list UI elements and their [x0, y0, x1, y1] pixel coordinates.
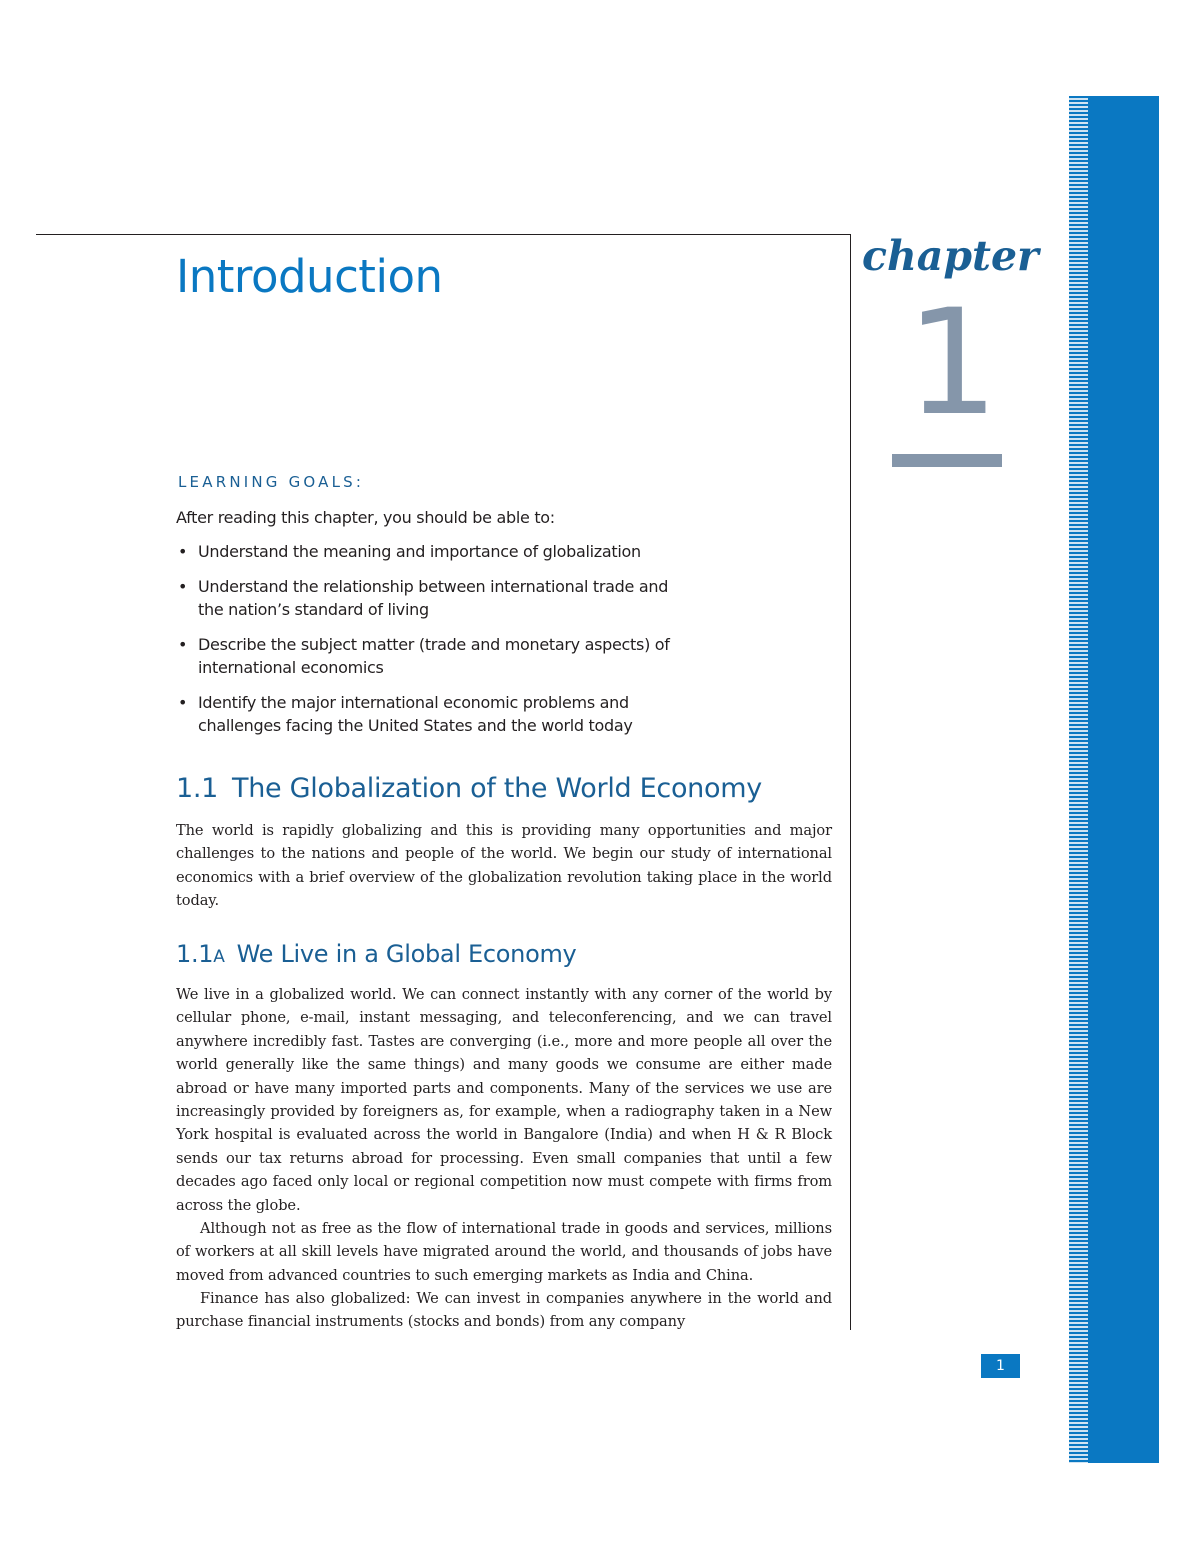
bullet-icon: • — [178, 542, 188, 561]
section-number: 1.1 — [176, 773, 219, 804]
learning-goal-text: Describe the subject matter (trade and monetary aspects) of international economics — [198, 635, 670, 677]
decorative-side-stripes — [1069, 96, 1088, 1463]
subsection-heading — [176, 940, 576, 968]
learning-goal-text: Understand the relationship between international trade and the nation’s standard of living — [198, 577, 669, 619]
learning-goal-item — [176, 540, 676, 563]
learning-goal-item — [176, 633, 676, 679]
decorative-side-band — [1088, 96, 1159, 1463]
learning-goal-text: Identify the major international economic problems and challenges facing the United States and the world today — [198, 693, 633, 735]
body-paragraph: Finance has also globalized: We can invest in companies anywhere in the world and purchase financial instruments (stocks and bonds) from any company — [176, 1290, 832, 1331]
subsection-letter: A — [213, 947, 225, 967]
section-heading — [176, 773, 762, 804]
bullet-icon: • — [178, 577, 188, 596]
section-title: The Globalization of the World Economy — [232, 773, 762, 804]
chapter-title: Introduction — [176, 250, 443, 303]
learning-goal-item — [176, 575, 676, 621]
learning-goals-list — [176, 540, 676, 749]
bullet-icon: • — [178, 693, 188, 712]
learning-goals-heading: LEARNING GOALS: — [178, 473, 365, 491]
chapter-number-underline — [892, 454, 1002, 467]
section-paragraph: The world is rapidly globalizing and this is providing many opportunities and major challenges to the nations and people of the world. We begin our study of international economics with a brief overview of the globalization revolution taking place in the world today. — [176, 822, 832, 910]
subsection-title: We Live in a Global Economy — [236, 940, 577, 968]
bullet-icon: • — [178, 635, 188, 654]
learning-goals-intro: After reading this chapter, you should be able to: — [176, 508, 555, 527]
subsection-number: 1.1 — [176, 940, 214, 968]
body-paragraph: Although not as free as the flow of international trade in goods and services, millions of workers at all skill levels have migrated around the world, and thousands of jobs have moved from advanced countries to such emerging markets as India and China. — [176, 1220, 832, 1284]
learning-goal-text: Understand the meaning and importance of globalization — [198, 542, 641, 561]
page-number-badge: 1 — [981, 1354, 1020, 1378]
body-paragraph: We live in a globalized world. We can connect instantly with any corner of the world by cellular phone, e-mail, instant messaging, and teleconferencing, and we can travel anywhere incredibly fast. Tastes are converging (i.e., more and more people all over the world generally like the same things) and many goods we consume are either made abroad or have many imported parts and components. Many of the services we use are increasingly provided by foreigners as, for example, when a radiography taken in a New York hospital is evaluated across the world in Bangalore (India) and when H & R Block sends our tax returns abroad for processing. Even small companies that until a few decades ago faced only local or regional competition now must compete with firms from across the globe. — [176, 986, 832, 1214]
top-rule — [36, 234, 851, 235]
chapter-number: 1 — [906, 278, 999, 448]
learning-goal-item — [176, 691, 676, 737]
chapter-label: chapter — [862, 232, 1039, 280]
right-rule — [850, 234, 851, 1330]
